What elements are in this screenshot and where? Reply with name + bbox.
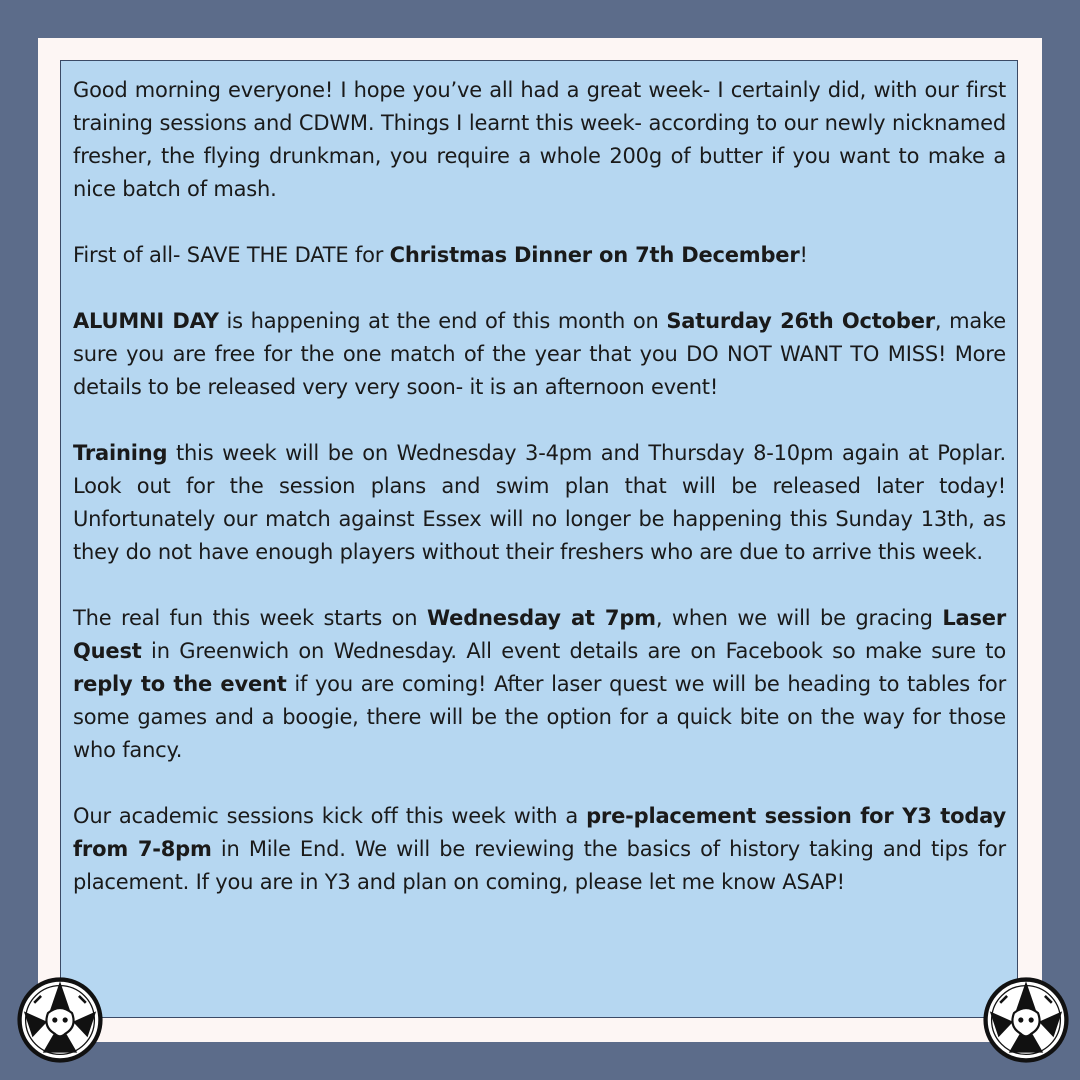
paragraph-save-the-date: First of all- SAVE THE DATE for Christmas Dinner on 7th December! bbox=[73, 243, 808, 267]
alumni-day-highlight: ALUMNI DAY bbox=[73, 309, 219, 333]
reply-event-highlight: reply to the event bbox=[73, 672, 287, 696]
paragraph-intro: Good morning everyone! I hope you’ve all had a great week- I certainly did, with our first training sessions and CDWM. Things I learnt this week- according to our newly nicknamed fresher, the flying drunkman, you require a whole 200g of butter if you want to make a nice batch of mash. bbox=[73, 78, 1006, 201]
wednesday-time-highlight: Wednesday at 7pm bbox=[426, 606, 656, 630]
newsletter-body bbox=[73, 74, 1006, 932]
club-crest-icon bbox=[17, 977, 103, 1063]
club-crest-icon bbox=[983, 977, 1069, 1063]
laser-quest-highlight: Laser Quest bbox=[73, 606, 1007, 663]
paragraph-laser-quest: The real fun this week starts on Wednesday at 7pm, when we will be gracing Laser Quest in Greenwich on Wednesday. All event details are on Facebook so make sure to reply to the event if you are coming! After laser quest we will be heading to tables for some games and a boogie, there will be the option for a quick bite on the way for those who fancy. bbox=[73, 606, 1007, 762]
christmas-dinner-highlight: Christmas Dinner on 7th December bbox=[389, 243, 800, 267]
pre-placement-highlight: pre-placement session for Y3 today from 7-8pm bbox=[73, 804, 1006, 861]
training-highlight: Training bbox=[73, 441, 168, 465]
paragraph-alumni-day: ALUMNI DAY is happening at the end of this month on Saturday 26th October, make sure you are free for the one match of the year that you DO NOT WANT TO MISS! More details to be released very very soon- it is an afternoon event! bbox=[73, 309, 1006, 399]
paragraph-training: Training this week will be on Wednesday 3-4pm and Thursday 8-10pm again at Poplar. Look out for the session plans and swim plan that will be released later today! Unfortunately our match against Essex will no longer be happening this Sunday 13th, as they do not have enough players without their freshers who are due to arrive this week. bbox=[73, 441, 1006, 564]
paragraph-academic: Our academic sessions kick off this week with a pre-placement session for Y3 today from 7-8pm in Mile End. We will be reviewing the basics of history taking and tips for placement. If you are in Y3 and plan on coming, please let me know ASAP! bbox=[73, 804, 1006, 894]
alumni-date-highlight: Saturday 26th October bbox=[666, 309, 935, 333]
